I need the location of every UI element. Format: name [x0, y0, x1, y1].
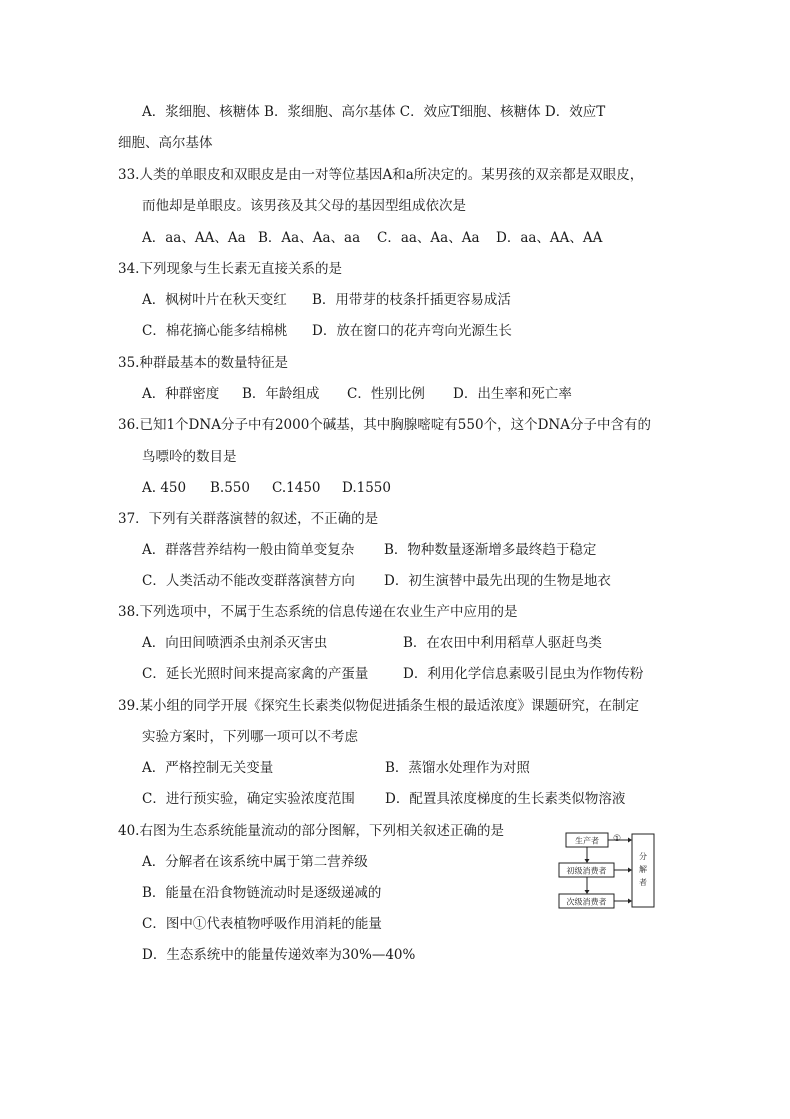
decomposer-char-2: 解 — [639, 865, 647, 874]
q36-option-d: D.1550 — [342, 480, 391, 496]
q35-option-b: B．年龄组成 — [242, 386, 320, 402]
q33-stem-cont: 而他却是单眼皮。该男孩及其父母的基因型组成依次是 — [142, 198, 466, 214]
arrowhead — [585, 890, 590, 894]
q35-option-c: C．性别比例 — [347, 386, 425, 402]
q33-option-d: D．aa、AA、AA — [496, 230, 603, 246]
q36-option-a: A. 450 — [142, 480, 187, 496]
q39-option-a: A．严格控制无关变量 — [142, 760, 274, 776]
q40-stem: 40.右图为生态系统能量流动的部分图解，下列相关叙述正确的是 — [118, 823, 504, 839]
q39-option-d: D．配置具浓度梯度的生长素类似物溶液 — [385, 791, 626, 807]
producer-label: 生产者 — [575, 836, 599, 846]
q37-stem: 37．下列有关群落演替的叙述，不正确的是 — [118, 511, 379, 527]
secondary-consumer-label: 次级消费者 — [566, 897, 607, 907]
q39-stem: 39.某小组的同学开展《探究生长素类似物促进插条生根的最适浓度》课题研究，在制定 — [118, 698, 639, 714]
q32-options-wrap: 细胞、高尔基体 — [118, 135, 213, 151]
q37-option-c: C．人类活动不能改变群落演替方向 — [142, 573, 355, 589]
q34-option-c: C．棉花摘心能多结棉桃 — [142, 323, 288, 339]
primary-consumer-label: 初级消费者 — [566, 866, 607, 876]
q40-option-d: D．生态系统中的能量传递效率为30%—40% — [142, 947, 416, 963]
q34-stem: 34.下列现象与生长素无直接关系的是 — [118, 261, 342, 277]
q40-option-b: B．能量在沿食物链流动时是逐级递减的 — [142, 885, 382, 901]
q39-stem-cont: 实验方案时，下列哪一项可以不考虑 — [142, 729, 358, 745]
arrowhead — [628, 838, 632, 843]
q40-option-c: C．图中①代表植物呼吸作用消耗的能量 — [142, 916, 382, 932]
q37-option-b: B．物种数量逐渐增多最终趋于稳定 — [384, 542, 597, 558]
q36-option-c: C.1450 — [272, 480, 321, 496]
arrowhead — [628, 868, 632, 873]
q35-option-a: A．种群密度 — [142, 386, 220, 402]
q36-stem-cont: 鸟嘌呤的数目是 — [142, 449, 237, 465]
q36-stem: 36.已知1个DNA分子中有2000个碱基，其中胸腺嘧啶有550个，这个DNA分子中含有的 — [118, 417, 651, 433]
q33-option-b: B．Aa、Aa、aa — [258, 230, 361, 246]
q34-option-a: A．枫树叶片在秋天变红 — [142, 292, 287, 308]
marker-one: ① — [613, 834, 622, 844]
q38-stem: 38.下列选项中，不属于生态系统的信息传递在农业生产中应用的是 — [118, 604, 518, 620]
q36-option-b: B.550 — [210, 480, 250, 496]
q39-option-b: B．蒸馏水处理作为对照 — [385, 760, 530, 776]
q40-option-a: A．分解者在该系统中属于第二营养级 — [142, 854, 368, 870]
q38-option-b: B．在农田中利用稻草人驱赶鸟类 — [403, 635, 602, 651]
energy-flow-diagram — [550, 826, 665, 918]
q33-option-c: C．aa、Aa、Aa — [377, 230, 480, 246]
arrowhead — [628, 899, 632, 904]
q35-stem: 35.种群最基本的数量特征是 — [118, 355, 288, 371]
q32-options-line: A．浆细胞、核糖体 B．浆细胞、高尔基体 C．效应T细胞、核糖体 D．效应T — [142, 104, 606, 120]
q34-option-d: D．放在窗口的花卉弯向光源生长 — [312, 323, 512, 339]
q39-option-c: C．进行预实验，确定实验浓度范围 — [142, 791, 355, 807]
q35-option-d: D．出生率和死亡率 — [453, 386, 572, 402]
q33-option-a: A．aa、AA、Aa — [142, 230, 246, 246]
q38-option-a: A．向田间喷洒杀虫剂杀灭害虫 — [142, 635, 328, 651]
q34-option-b: B．用带芽的枝条扦插更容易成活 — [312, 292, 511, 308]
decomposer-char-1: 分 — [639, 852, 647, 861]
q38-option-d: D．利用化学信息素吸引昆虫为作物传粉 — [403, 666, 644, 682]
arrowhead — [585, 859, 590, 863]
q33-stem: 33.人类的单眼皮和双眼皮是由一对等位基因A和a所决定的。某男孩的双亲都是双眼皮， — [118, 167, 644, 183]
decomposer-char-3: 者 — [639, 878, 647, 887]
q37-option-d: D．初生演替中最先出现的生物是地衣 — [384, 573, 611, 589]
q38-option-c: C．延长光照时间来提高家禽的产蛋量 — [142, 666, 369, 682]
q37-option-a: A．群落营养结构一般由简单变复杂 — [142, 542, 355, 558]
